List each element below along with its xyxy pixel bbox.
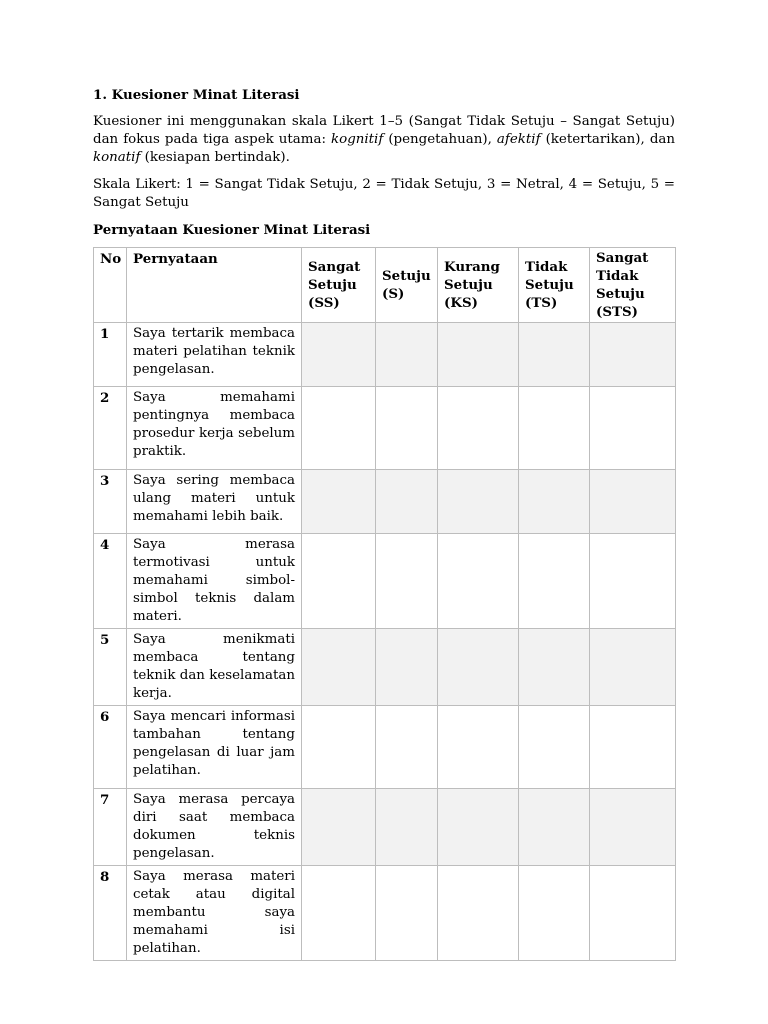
- row-number: 3: [94, 470, 127, 534]
- header-sts: Sangat Tidak Setuju (STS): [590, 248, 676, 323]
- answer-ss-cell[interactable]: [302, 534, 376, 629]
- answer-ss-cell[interactable]: [302, 866, 376, 961]
- questionnaire-table: [93, 247, 676, 961]
- table-title: Pernyataan Kuesioner Minat Literasi: [93, 222, 371, 238]
- answer-sts-cell[interactable]: [590, 789, 676, 866]
- likert-scale-note: Skala Likert: 1 = Sangat Tidak Setuju, 2 = Tidak Setuju, 3 = Netral, 4 = Setuju, 5 = Sangat Setuju: [93, 177, 675, 210]
- answer-s-cell[interactable]: [376, 387, 438, 470]
- intro-text-4: (kesiapan bertindak).: [140, 150, 290, 165]
- answer-ks-cell[interactable]: [438, 866, 519, 961]
- table-row: [94, 387, 676, 470]
- answer-ts-cell[interactable]: [519, 387, 590, 470]
- table-body: [94, 323, 676, 961]
- table-row: [94, 706, 676, 789]
- answer-ks-cell[interactable]: [438, 629, 519, 706]
- answer-ss-cell[interactable]: [302, 387, 376, 470]
- row-number: 7: [94, 789, 127, 866]
- answer-ts-cell[interactable]: [519, 789, 590, 866]
- intro-paragraph: [93, 113, 675, 167]
- answer-ss-cell[interactable]: [302, 789, 376, 866]
- answer-ss-cell[interactable]: [302, 629, 376, 706]
- header-statement: Pernyataan: [127, 248, 302, 323]
- answer-ts-cell[interactable]: [519, 470, 590, 534]
- answer-sts-cell[interactable]: [590, 534, 676, 629]
- answer-ts-cell[interactable]: [519, 629, 590, 706]
- section-heading: 1. Kuesioner Minat Literasi: [93, 87, 300, 103]
- answer-sts-cell[interactable]: [590, 470, 676, 534]
- answer-ks-cell[interactable]: [438, 789, 519, 866]
- answer-ts-cell[interactable]: [519, 866, 590, 961]
- table-row: [94, 866, 676, 961]
- answer-ts-cell[interactable]: [519, 534, 590, 629]
- answer-ts-cell[interactable]: [519, 323, 590, 387]
- answer-s-cell[interactable]: [376, 789, 438, 866]
- row-number: 2: [94, 387, 127, 470]
- table-row: [94, 534, 676, 629]
- answer-ks-cell[interactable]: [438, 387, 519, 470]
- answer-s-cell[interactable]: [376, 706, 438, 789]
- answer-s-cell[interactable]: [376, 534, 438, 629]
- header-ks: Kurang Setuju (KS): [438, 248, 519, 323]
- intro-text-2: (pengetahuan),: [383, 132, 497, 147]
- table-header-row: [94, 248, 676, 323]
- answer-sts-cell[interactable]: [590, 629, 676, 706]
- header-s: Setuju (S): [376, 248, 438, 323]
- answer-s-cell[interactable]: [376, 629, 438, 706]
- aspect-konatif: konatif: [93, 150, 141, 165]
- answer-ss-cell[interactable]: [302, 470, 376, 534]
- answer-ss-cell[interactable]: [302, 323, 376, 387]
- answer-s-cell[interactable]: [376, 323, 438, 387]
- row-number: 5: [94, 629, 127, 706]
- row-statement: Saya sering membaca ulang materi untuk memahami lebih baik.: [127, 470, 302, 534]
- aspect-afektif: afektif: [496, 132, 541, 147]
- answer-ss-cell[interactable]: [302, 706, 376, 789]
- row-number: 8: [94, 866, 127, 961]
- answer-ks-cell[interactable]: [438, 706, 519, 789]
- answer-ks-cell[interactable]: [438, 470, 519, 534]
- answer-s-cell[interactable]: [376, 866, 438, 961]
- document-body: [93, 86, 675, 961]
- row-statement: Saya merasa termotivasi untuk memahami simbol-simbol teknis dalam materi.: [127, 534, 302, 629]
- intro-text-3: (ketertarikan), dan: [540, 132, 676, 147]
- row-number: 4: [94, 534, 127, 629]
- answer-ks-cell[interactable]: [438, 534, 519, 629]
- answer-sts-cell[interactable]: [590, 706, 676, 789]
- answer-ts-cell[interactable]: [519, 706, 590, 789]
- answer-sts-cell[interactable]: [590, 866, 676, 961]
- header-ss: Sangat Setuju (SS): [302, 248, 376, 323]
- answer-sts-cell[interactable]: [590, 387, 676, 470]
- table-row: [94, 470, 676, 534]
- row-statement: Saya merasa materi cetak atau digital membantu saya memahami isi pelatihan.: [127, 866, 302, 961]
- aspect-kognitif: kognitif: [331, 132, 384, 147]
- answer-ks-cell[interactable]: [438, 323, 519, 387]
- header-ts: Tidak Setuju (TS): [519, 248, 590, 323]
- intro-text-1: Kuesioner ini menggunakan skala Likert 1–5 (Sangat Tidak Setuju – Sangat Setuju) dan fokus pada tiga aspek utama:: [93, 114, 675, 147]
- row-statement: Saya tertarik membaca materi pelatihan teknik pengelasan.: [127, 323, 302, 387]
- row-statement: Saya merasa percaya diri saat membaca dokumen teknis pengelasan.: [127, 789, 302, 866]
- row-number: 1: [94, 323, 127, 387]
- table-row: [94, 789, 676, 866]
- row-statement: Saya memahami pentingnya membaca prosedur kerja sebelum praktik.: [127, 387, 302, 470]
- table-row: [94, 629, 676, 706]
- answer-s-cell[interactable]: [376, 470, 438, 534]
- header-no: No: [94, 248, 127, 323]
- row-statement: Saya menikmati membaca tentang teknik dan keselamatan kerja.: [127, 629, 302, 706]
- answer-sts-cell[interactable]: [590, 323, 676, 387]
- row-number: 6: [94, 706, 127, 789]
- table-row: [94, 323, 676, 387]
- row-statement: Saya mencari informasi tambahan tentang pengelasan di luar jam pelatihan.: [127, 706, 302, 789]
